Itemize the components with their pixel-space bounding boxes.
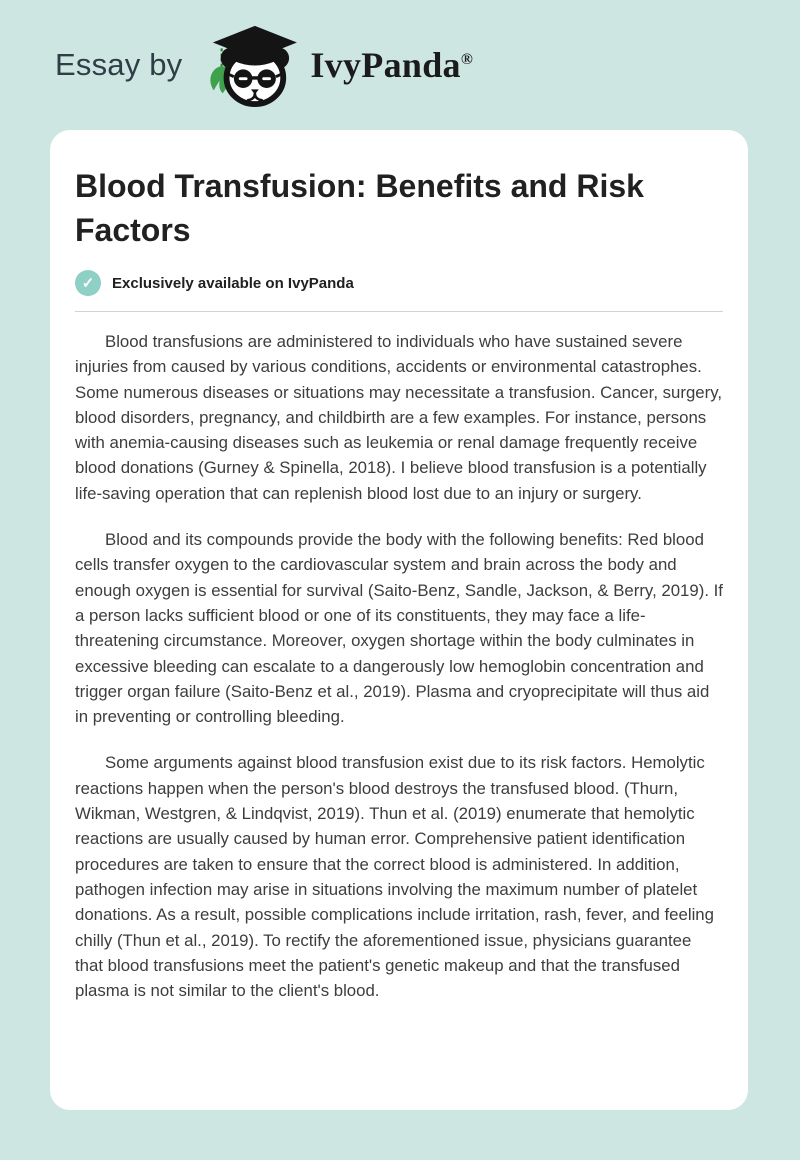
brand-name: IvyPanda — [310, 45, 461, 85]
check-icon: ✓ — [75, 270, 101, 296]
page-header — [0, 0, 800, 130]
registered-mark: ® — [460, 51, 474, 68]
brand-wordmark — [310, 44, 473, 86]
panda-logo-svg — [200, 22, 300, 108]
essay-paragraph-2: Blood and its compounds provide the body with the following benefits: Red blood cells transfer oxygen to the cardiovascular system and brain across the body and enough oxygen is essential for survival (Saito-Benz, Sandle, Jackson, & Berry, 2019). If a person lacks sufficient blood or one of its constituents, they may face a life-threatening circumstance. Moreover, oxygen shortage within the body culminates in excessive bleeding can escalate to a dangerously low hemoglobin concentration and trigger organ failure (Saito-Benz et al., 2019). Plasma and cryoprecipitate will thus aid in preventing or controlling bleeding. — [75, 530, 723, 727]
divider — [75, 311, 723, 312]
exclusive-badge — [75, 270, 723, 296]
page-title: Blood Transfusion: Benefits and Risk Factors — [75, 168, 644, 248]
panda-graduation-cap-logo-icon — [200, 22, 300, 108]
essay-body — [75, 329, 723, 1003]
essay-card — [50, 130, 748, 1110]
exclusive-badge-label: Exclusively available on IvyPanda — [112, 274, 354, 292]
essay-by-label: Essay by — [55, 47, 183, 82]
essay-paragraph-1: Blood transfusions are administered to individuals who have sustained severe injuries from caused by various conditions, accidents or environmental catastrophes. Some numerous diseases or situations may necessitate a transfusion. Cancer, surgery, blood disorders, pregnancy, and childbirth are a few examples. For instance, persons with anemia-causing diseases such as leukemia or renal damage frequently receive blood donations (Gurney & Spinella, 2018). I believe blood transfusion is a potentially life-saving operation that can replenish blood lost due to an injury or surgery. — [75, 332, 723, 503]
essay-paragraph-3: Some arguments against blood transfusion exist due to its risk factors. Hemolytic reactions happen when the person's blood destroys the transfused blood. (Thurn, Wikman, Westgren, & Lindqvist, 2019). Thun et al. (2019) enumerate that hemolytic reactions are usually caused by human error. Comprehensive patient identification procedures are taken to ensure that the correct blood is administered. In addition, pathogen infection may arise in situations involving the maximum number of platelet donations. As a result, possible complications include irritation, rash, fever, and feeling chilly (Thun et al., 2019). To rectify the aforementioned issue, physicians guarantee that blood transfusions meet the patient's genetic makeup and that the transfused plasma is not similar to the client's blood. — [75, 753, 714, 1001]
